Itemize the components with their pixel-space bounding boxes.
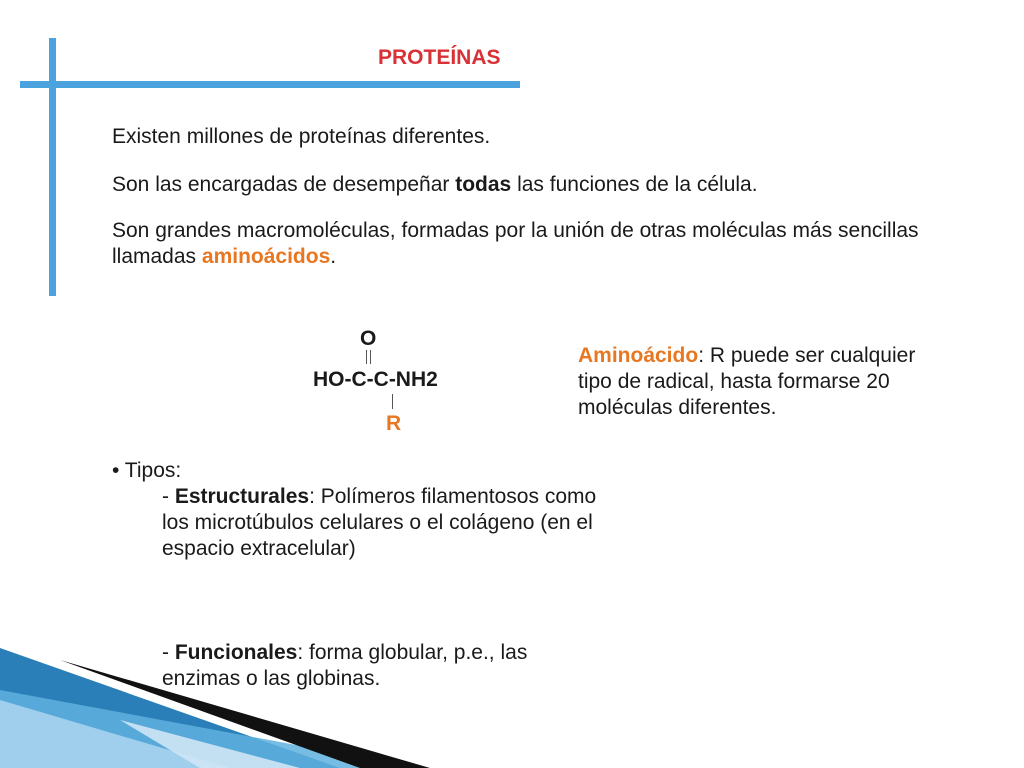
aminoacid-term: Aminoácido	[578, 344, 699, 367]
vertical-accent-bar	[49, 38, 56, 296]
double-bond	[366, 350, 371, 364]
structure-radical: R	[386, 412, 402, 435]
intro-line-2: Son las encargadas de desempeñar todas las funciones de la célula.	[112, 173, 758, 196]
structure-oxygen: O	[360, 327, 377, 350]
intro-line-3: Son grandes macromoléculas, formadas por la unión de otras moléculas más sencillas llamadas aminoácidos.	[112, 219, 919, 268]
types-structural: - Estructurales: Polímeros filamentosos como los microtúbulos celulares o el colágeno (en el espacio extracelular)	[162, 485, 597, 560]
aminoacid-note: Aminoácido: R puede ser cualquier tipo de radical, hasta formarse 20 moléculas diferentes.	[578, 344, 916, 419]
types-functional: - Funcionales: forma globular, p.e., las enzimas o las globinas.	[162, 641, 528, 690]
types-heading: • Tipos:	[112, 459, 182, 482]
slide-title: PROTEÍNAS	[378, 46, 501, 69]
single-bond	[392, 394, 393, 409]
highlight-aminoacidos: aminoácidos	[201, 245, 331, 268]
intro-line-1: Existen millones de proteínas diferentes.	[112, 125, 491, 148]
horizontal-accent-bar	[20, 81, 520, 88]
structure-formula: HO-C-C-NH2	[313, 368, 438, 391]
emphasis-todas: todas	[455, 173, 512, 196]
